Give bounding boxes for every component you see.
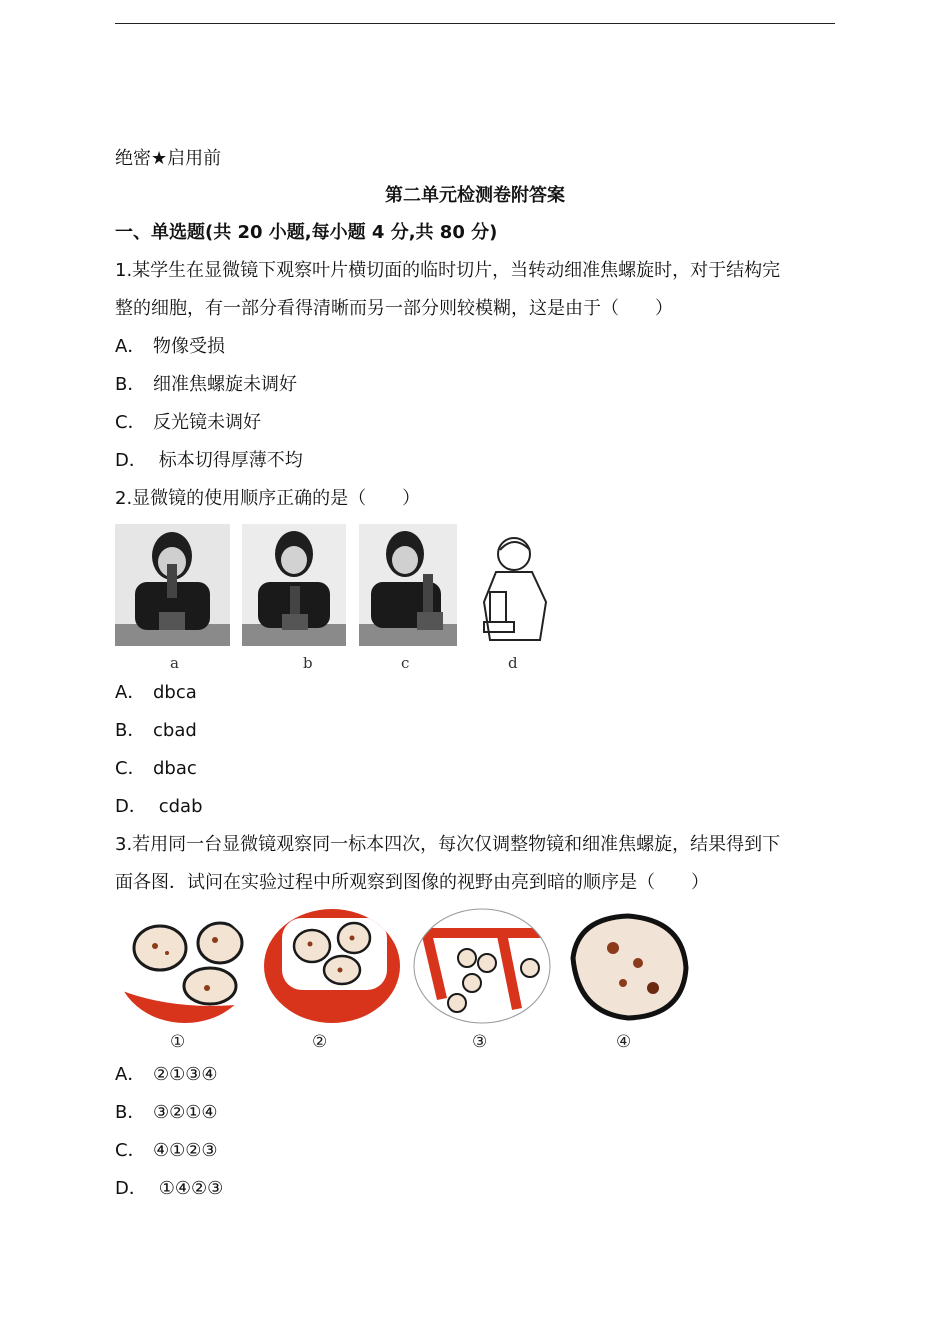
question-1-option-c: C． 反光镜未调好 <box>115 412 261 433</box>
question-3-stem-line-2: 面各图．试问在实验过程中所观察到图像的视野由亮到暗的顺序是（ ） <box>115 872 709 893</box>
question-2-option-b: B． cbad <box>115 720 197 741</box>
question-1-option-b: B． 细准焦螺旋未调好 <box>115 374 297 395</box>
question-1-stem-line-2: 整的细胞，有一部分看得清晰而另一部分则较模糊，这是由于（ ） <box>115 298 673 319</box>
header-rule <box>115 23 835 24</box>
figure-label-a: a <box>170 654 179 672</box>
microscope-photo-b <box>242 524 346 646</box>
cell-view-1 <box>115 908 255 1024</box>
question-3-option-d: D． ①④②③ <box>115 1178 224 1199</box>
figure-label-b: b <box>303 654 313 672</box>
confidential-label: 绝密★启用前 <box>115 148 222 169</box>
question-3-option-a: A． ②①③④ <box>115 1064 218 1085</box>
figure-label-2: ② <box>312 1032 328 1052</box>
cell-view-4 <box>558 908 696 1024</box>
question-3-option-b: B． ③②①④ <box>115 1102 218 1123</box>
document-title: 第二单元检测卷附答案 <box>385 185 565 206</box>
figure-label-3: ③ <box>472 1032 488 1052</box>
figure-label-d: d <box>508 654 518 672</box>
question-1-stem-line-1: 1.某学生在显微镜下观察叶片横切面的临时切片，当转动细准焦螺旋时，对于结构完 <box>115 260 781 281</box>
microscope-photo-a <box>115 524 230 646</box>
question-2-stem: 2.显微镜的使用顺序正确的是（ ） <box>115 488 421 509</box>
microscope-photo-c <box>359 524 457 646</box>
question-3-option-c: C． ④①②③ <box>115 1140 218 1161</box>
question-2-option-d: D． cdab <box>115 796 203 817</box>
cell-view-3 <box>412 908 552 1024</box>
question-1-option-a: A． 物像受损 <box>115 336 225 357</box>
question-3-stem-line-1: 3.若用同一台显微镜观察同一标本四次，每次仅调整物镜和细准焦螺旋，结果得到下 <box>115 834 781 855</box>
question-1-option-d: D． 标本切得厚薄不均 <box>115 450 303 471</box>
section-heading: 一、单选题(共 20 小题,每小题 4 分,共 80 分) <box>115 222 498 243</box>
question-2-option-a: A． dbca <box>115 682 197 703</box>
cell-view-2 <box>262 908 402 1024</box>
question-2-option-c: C． dbac <box>115 758 197 779</box>
figure-label-1: ① <box>170 1032 186 1052</box>
microscope-drawing-d <box>470 532 555 644</box>
figure-label-c: c <box>401 654 410 672</box>
figure-label-4: ④ <box>616 1032 632 1052</box>
